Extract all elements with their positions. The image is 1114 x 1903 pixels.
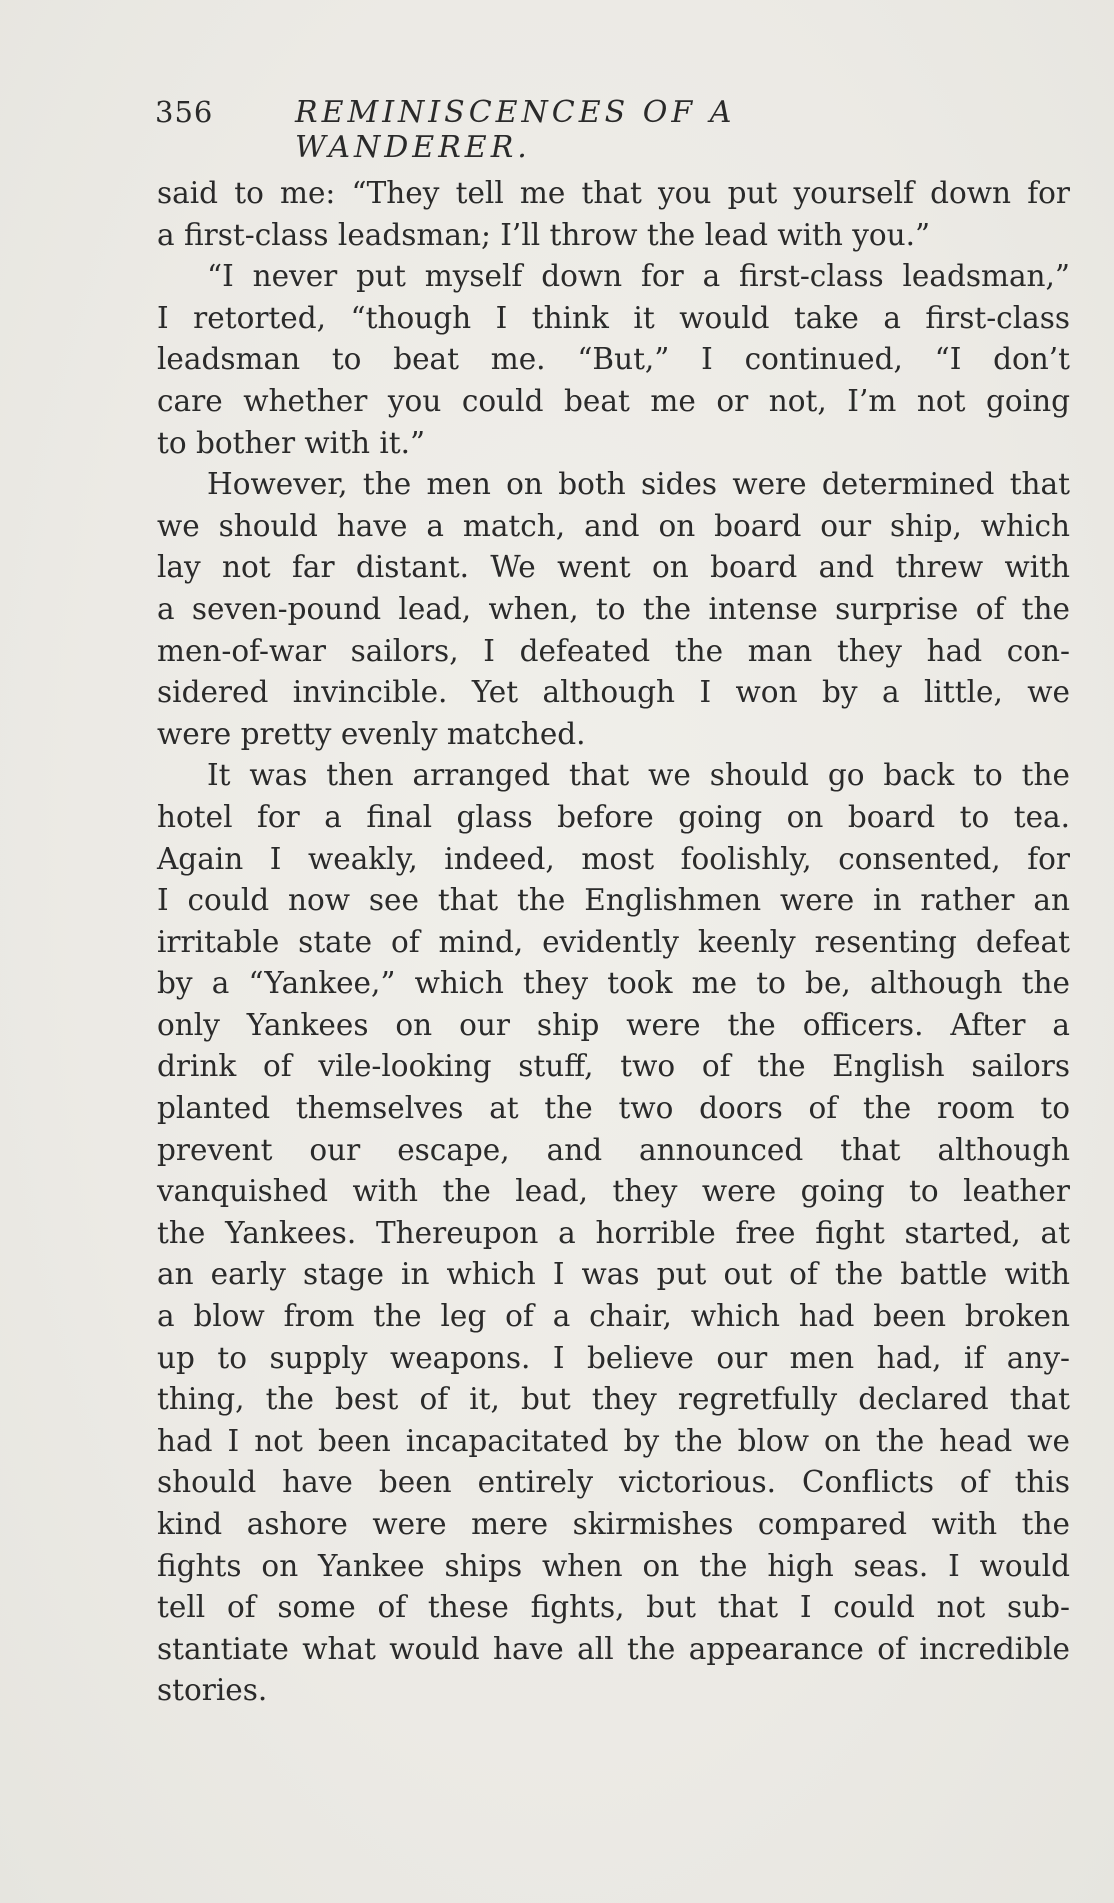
text-line: drink of vile-looking stuff, two of the English sailors	[157, 1049, 1070, 1084]
text-line: by a “Yankee,” which they took me to be, although the	[157, 966, 1070, 1001]
text-line: leadsman to beat me. “But,” I continued, “I don’t	[157, 342, 1070, 377]
text-line: a first-class leadsman; I’ll throw the lead with you.”	[157, 217, 931, 252]
text-line: care whether you could beat me or not, I’m not going	[157, 383, 1070, 418]
text-line: said to me: “They tell me that you put yourself down for	[157, 176, 1070, 210]
text-line: should have been entirely victorious. Conflicts of this	[157, 1465, 1070, 1500]
text-line: stantiate what would have all the appearance of incredible	[157, 1631, 1070, 1666]
text-line: only Yankees on our ship were the officers. After a	[157, 1007, 1070, 1042]
text-line: were pretty evenly matched.	[157, 716, 586, 751]
text-line: an early stage in which I was put out of the battle with	[157, 1257, 1070, 1292]
text-line: the Yankees. Thereupon a horrible free fight started, at	[157, 1215, 1070, 1250]
text-line: up to supply weapons. I believe our men had, if any-	[157, 1340, 1070, 1375]
running-title: REMINISCENCES OF A WANDERER.	[295, 95, 736, 165]
text-line: had I not been incapacitated by the blow on the head we	[157, 1423, 1070, 1458]
text-line: However, the men on both sides were determined that	[207, 467, 1070, 502]
text-line: hotel for a final glass before going on board to tea.	[157, 799, 1070, 834]
text-line: sidered invincible. Yet although I won by a little, we	[157, 675, 1070, 710]
text-line: irritable state of mind, evidently keenly resenting defeat	[157, 924, 1070, 959]
text-line: I could now see that the Englishmen were in rather an	[157, 883, 1070, 918]
text-line: vanquished with the lead, they were going to leather	[157, 1174, 1070, 1209]
text-line: lay not far distant. We went on board and threw with	[157, 550, 1070, 585]
text-line: we should have a match, and on board our ship, which	[157, 508, 1070, 543]
text-line: men-of-war sailors, I defeated the man they had con-	[157, 633, 1070, 668]
text-line: It was then arranged that we should go back to the	[207, 758, 1070, 793]
text-line: thing, the best of it, but they regretfully declared that	[157, 1382, 1070, 1417]
text-line: a blow from the leg of a chair, which had been broken	[157, 1299, 1070, 1334]
text-line: to bother with it.”	[157, 425, 426, 460]
text-line: Again I weakly, indeed, most foolishly, consented, for	[157, 841, 1070, 876]
text-line: prevent our escape, and announced that although	[157, 1132, 1070, 1167]
text-line: kind ashore were mere skirmishes compared with the	[157, 1507, 1070, 1541]
text-line: tell of some of these fights, but that I could not sub-	[157, 1590, 1070, 1625]
text-line: planted themselves at the two doors of the room to	[157, 1091, 1070, 1126]
text-line: a seven-pound lead, when, to the intense surprise of the	[157, 591, 1070, 626]
text-line: I retorted, “though I think it would take a first-class	[157, 300, 1070, 335]
body-text	[157, 173, 1070, 1712]
text-line: stories.	[157, 1673, 268, 1708]
running-head	[155, 95, 955, 165]
page-number: 356	[155, 95, 214, 129]
text-line: fights on Yankee ships when on the high seas. I would	[157, 1548, 1070, 1583]
text-line: “I never put myself down for a first-class leadsman,”	[207, 259, 1070, 294]
